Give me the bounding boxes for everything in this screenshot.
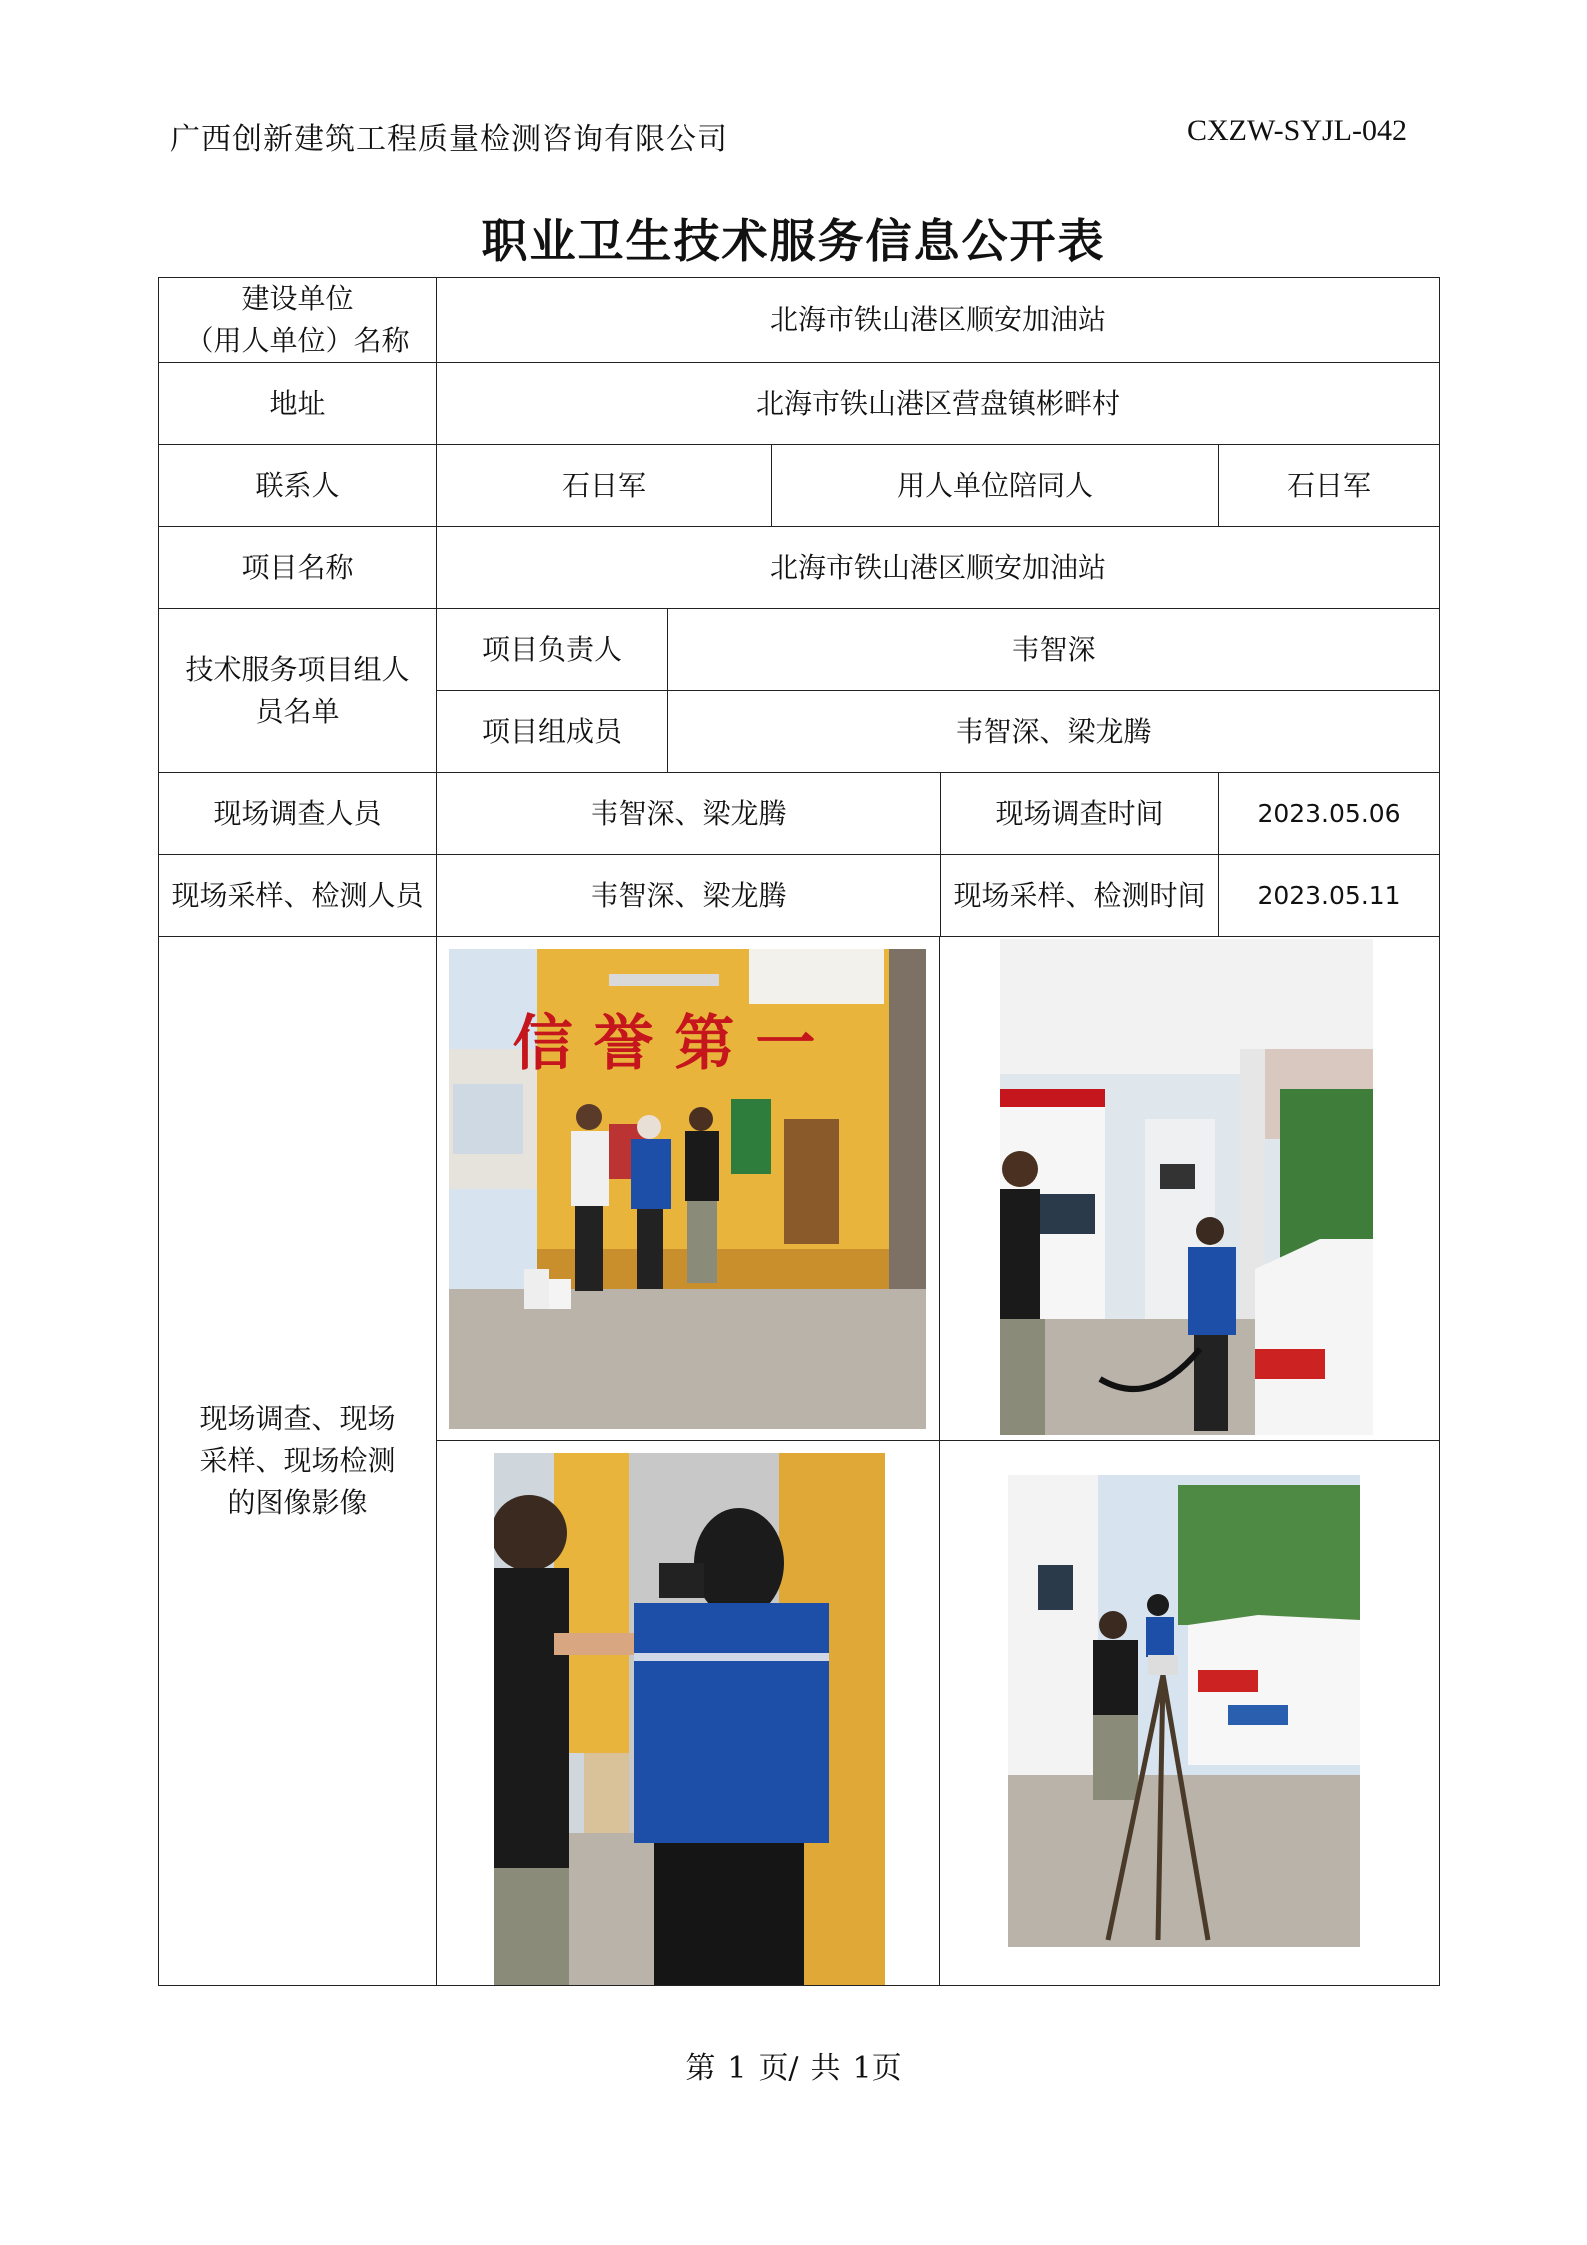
document-code: CXZW-SYJL-042	[1187, 114, 1407, 147]
row-leader	[159, 609, 1440, 691]
row-sampling	[159, 855, 1440, 937]
survey-staff-value: 韦智深、梁龙腾	[437, 773, 941, 855]
survey-time-label: 现场调查时间	[941, 773, 1219, 855]
leader-value: 韦智深	[668, 609, 1440, 691]
page-footer	[0, 2043, 1587, 2087]
survey-time-value: 2023.05.06	[1219, 773, 1440, 855]
info-table	[158, 277, 1440, 1986]
contact-value: 石日军	[437, 445, 772, 527]
photo-cell-2	[940, 937, 1439, 1441]
escort-value: 石日军	[1219, 445, 1440, 527]
row-contact	[159, 445, 1440, 527]
contact-label: 联系人	[159, 445, 437, 527]
page-title: 职业卫生技术服务信息公开表	[481, 214, 1106, 268]
images-label: 现场调查、现场采样、现场检测的图像影像	[159, 937, 437, 1986]
photo-tripod-measuring	[1008, 1475, 1360, 1947]
photo-fuel-pump	[1000, 939, 1373, 1435]
sampling-staff-label: 现场采样、检测人员	[159, 855, 437, 937]
photo-cell-3	[437, 1441, 940, 1985]
footer-total-prefix: 共	[810, 2051, 841, 2086]
row-employer	[159, 278, 1440, 363]
photo-group-image	[449, 949, 926, 1429]
footer-page-prefix: 第	[685, 2051, 716, 2086]
photo-cell-1	[437, 937, 940, 1441]
team-label: 技术服务项目组人员名单	[159, 609, 437, 773]
photo-measuring-image	[494, 1453, 885, 1985]
project-label: 项目名称	[159, 527, 437, 609]
members-label: 项目组成员	[437, 691, 668, 773]
members-value: 韦智深、梁龙腾	[668, 691, 1440, 773]
row-address	[159, 363, 1440, 445]
footer-page-number: 1	[727, 2051, 747, 2086]
row-survey	[159, 773, 1440, 855]
sampling-time-value: 2023.05.11	[1219, 855, 1440, 937]
employer-label-line1: 建设单位	[241, 282, 354, 315]
project-value: 北海市铁山港区顺安加油站	[437, 527, 1440, 609]
company-name: 广西创新建筑工程质量检测咨询有限公司	[170, 122, 728, 157]
row-project	[159, 527, 1440, 609]
photo-grid	[437, 937, 1439, 1985]
sampling-time-label: 现场采样、检测时间	[941, 855, 1219, 937]
footer-total-number: 1页	[852, 2051, 902, 2086]
leader-label: 项目负责人	[437, 609, 668, 691]
photo-group-at-station	[449, 949, 926, 1429]
photo-area	[437, 937, 1440, 1986]
photo1-sign-text: 信 誉 第 一	[512, 1009, 816, 1079]
photo-pump-image	[1000, 939, 1373, 1435]
address-label: 地址	[159, 363, 437, 445]
photo-close-measuring	[494, 1453, 885, 1985]
escort-label: 用人单位陪同人	[772, 445, 1219, 527]
sampling-staff-value: 韦智深、梁龙腾	[437, 855, 941, 937]
photo-tripod-image	[1008, 1475, 1360, 1947]
footer-page-mid: 页/	[758, 2051, 799, 2086]
photo-cell-4	[940, 1441, 1439, 1985]
row-images	[159, 937, 1440, 1986]
employer-value: 北海市铁山港区顺安加油站	[437, 278, 1440, 363]
address-value: 北海市铁山港区营盘镇彬畔村	[437, 363, 1440, 445]
survey-staff-label: 现场调查人员	[159, 773, 437, 855]
employer-label-line2: （用人单位）名称	[185, 324, 410, 357]
employer-label	[159, 278, 437, 363]
